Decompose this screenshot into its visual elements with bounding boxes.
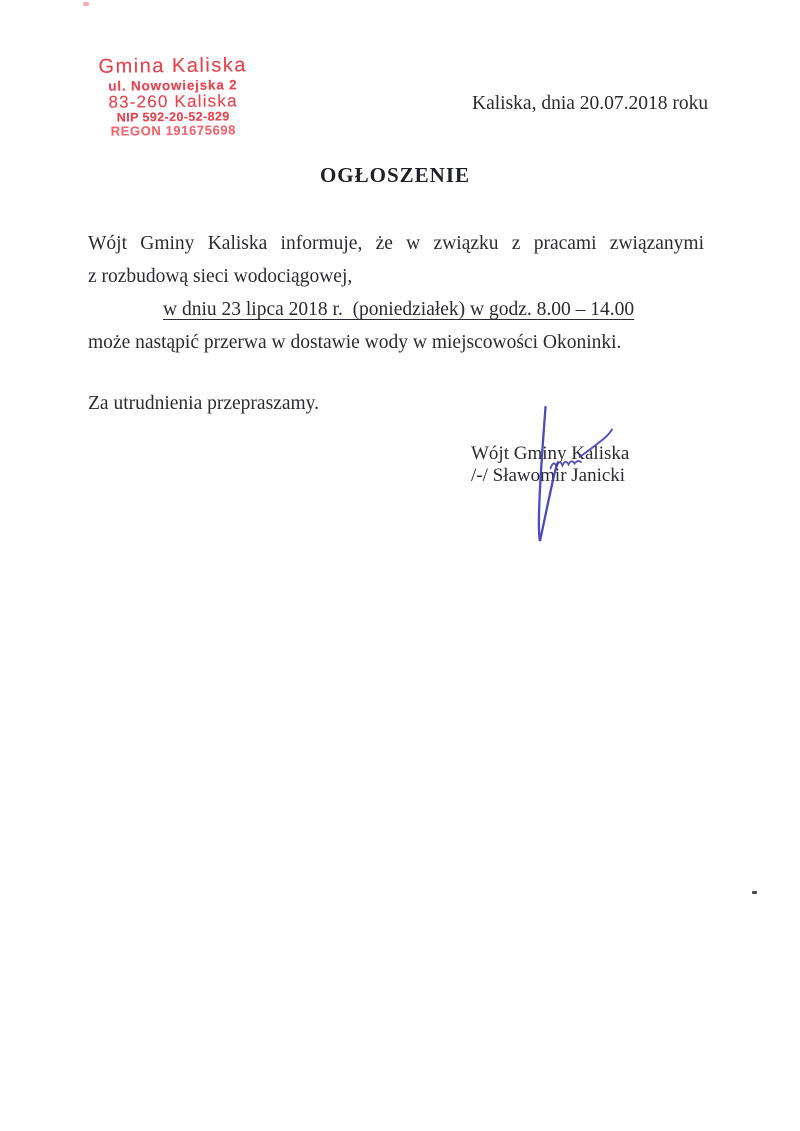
municipality-stamp bbox=[97, 54, 250, 138]
document-title: OGŁOSZENIE bbox=[319, 163, 471, 187]
stamp-postal-city: 83-260 Kaliska bbox=[108, 91, 238, 112]
document-date: Kaliska, dnia 20.07.2018 roku bbox=[472, 93, 709, 114]
signature-title: Wójt Gminy Kaliska bbox=[471, 443, 630, 464]
body-line-3 bbox=[88, 293, 704, 326]
body-line-1: Wójt Gminy Kaliska informuje, że w związku z pracami związanymi bbox=[88, 233, 704, 254]
stamp-nip-number: NIP 592-20-52-829 bbox=[116, 109, 230, 125]
stamp-ink-speck bbox=[83, 2, 89, 6]
body-line-4: może nastąpić przerwa w dostawie wody w miejscowości Okoninki. bbox=[88, 332, 622, 353]
body-line-2: z rozbudową sieci wodociągowej, bbox=[88, 266, 353, 287]
underlined-date-range: w dniu 23 lipca 2018 r. (poniedziałek) w godz. 8.00 – 14.00 bbox=[163, 299, 635, 320]
stamp-municipality-name: Gmina Kaliska bbox=[98, 54, 248, 78]
apology-line: Za utrudnienia przepraszamy. bbox=[88, 393, 320, 414]
scan-speck bbox=[752, 891, 757, 894]
announcement-body bbox=[88, 227, 704, 359]
stamp-street-address: ul. Nowowiejska 2 bbox=[108, 77, 238, 94]
signature-name: /-/ Sławomir Janicki bbox=[471, 465, 626, 486]
stamp-regon-number: REGON 191675698 bbox=[110, 122, 237, 139]
signature-block bbox=[471, 443, 629, 487]
